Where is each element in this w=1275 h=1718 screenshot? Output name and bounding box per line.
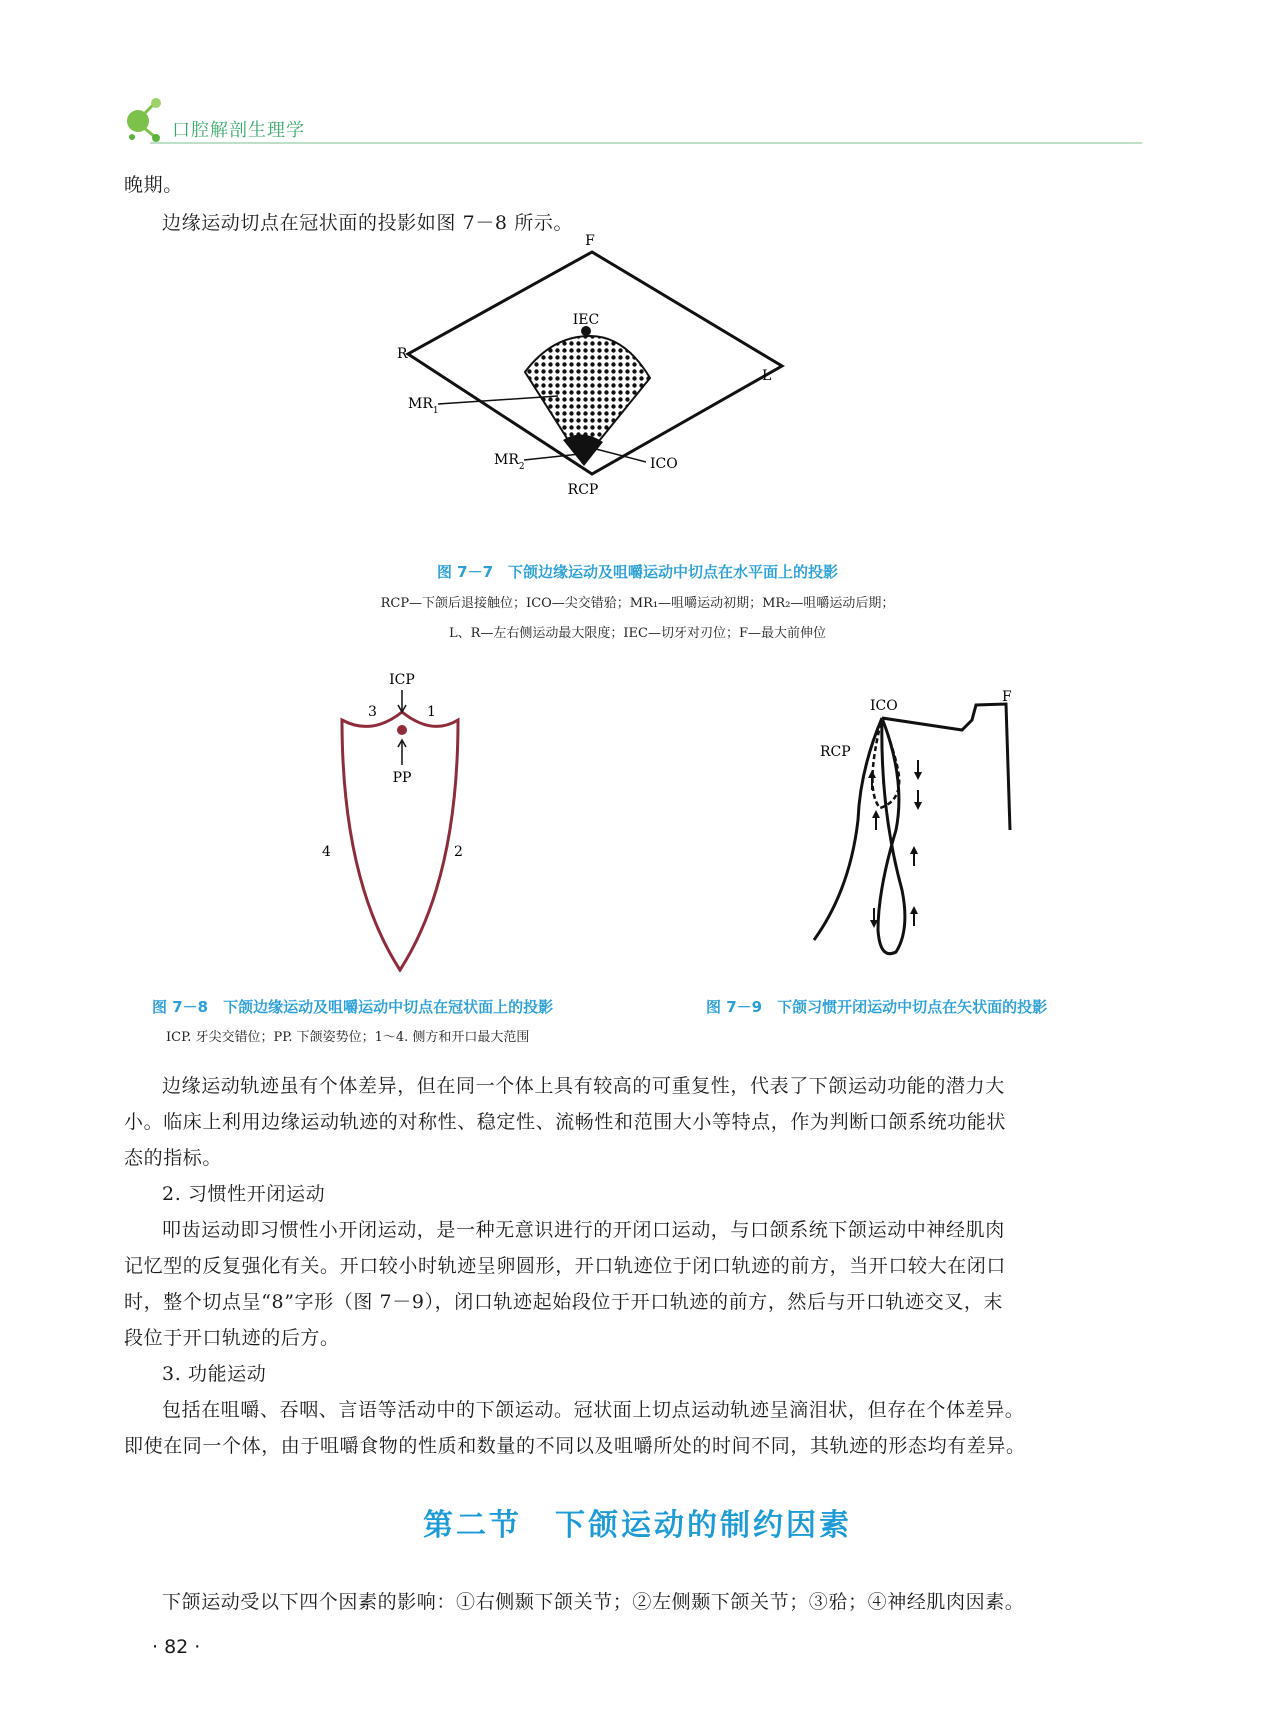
label-icp: ICP — [389, 672, 415, 688]
label-mr1: $MR_1$ — [408, 396, 439, 416]
header-divider — [150, 142, 1142, 144]
paragraph-line: 小。临床上利用边缘运动轨迹的对称性、稳定性、流畅性和范围大小等特点，作为判断口颌系统功能状 — [124, 1111, 1007, 1133]
figure-7-7-note: RCP—下颌后退接触位；ICO—尖交错𬌗；MR₁—咀嚼运动初期；MR₂—咀嚼运动后期； — [380, 596, 895, 611]
figure-7-8 — [320, 670, 490, 980]
section-title: 第二节 下颌运动的制约因素 — [423, 1508, 852, 1543]
fan-dark-base — [563, 434, 603, 466]
protrusion-path — [882, 704, 1010, 830]
paragraph-line: 包括在咀嚼、吞咽、言语等活动中的下颌运动。冠状面上切点运动轨迹呈滴泪状，但存在个体差异。 — [162, 1399, 1025, 1421]
figure-7-7-note: L、R—左右侧运动最大限度；IEC—切牙对刃位；F—最大前伸位 — [448, 626, 826, 641]
page-number: · 82 · — [152, 1636, 201, 1658]
label-f: F — [585, 233, 595, 249]
paragraph-line: 叩齿运动即习惯性小开闭运动，是一种无意识进行的开闭口运动，与口颌系统下颌运动中神经肌肉 — [162, 1219, 1005, 1241]
figure-7-7 — [397, 228, 870, 538]
paragraph-line: 记忆型的反复强化有关。开口较小时轨迹呈卵圆形，开口轨迹位于闭口轨迹的前方，当开口较大在闭口 — [124, 1255, 1007, 1277]
figure-7-9 — [810, 690, 1040, 980]
label-f: F — [1002, 689, 1012, 705]
figure-7-8-note: ICP. 牙尖交错位；PP. 下颌姿势位；1～4. 侧方和开口最大范围 — [166, 1030, 530, 1045]
label-r: R — [397, 346, 408, 362]
figure-eight-path — [878, 718, 905, 954]
paragraph-line: 边缘运动轨迹虽有个体差异，但在同一个体上具有较高的可重复性，代表了下颌运动功能的潜力大 — [162, 1075, 1005, 1097]
label-4: 4 — [322, 844, 331, 860]
book-title: 口腔解剖生理学 — [172, 120, 305, 141]
header-logo-icon — [124, 96, 168, 146]
label-l: L — [762, 368, 772, 384]
paragraph-line: 晚期。 — [124, 174, 183, 196]
figure-7-7-caption: 图 7－7 下颌边缘运动及咀嚼运动中切点在水平面上的投影 — [436, 563, 839, 581]
label-pp: PP — [392, 770, 412, 786]
label-1: 1 — [427, 704, 436, 720]
paragraph-line: 时，整个切点呈“8”字形（图 7－9），闭口轨迹起始段位于开口轨迹的前方，然后与开口轨迹交叉，末 — [124, 1291, 1004, 1313]
label-ico: ICO — [870, 698, 898, 714]
label-iec: IEC — [572, 312, 600, 328]
figure-7-9-caption: 图 7－9 下颌习惯开闭运动中切点在矢状面的投影 — [706, 998, 1048, 1016]
teardrop-boundary — [342, 712, 458, 970]
paragraph-line: 段位于开口轨迹的后方。 — [124, 1327, 340, 1349]
paragraph-line: 边缘运动切点在冠状面的投影如图 7－8 所示。 — [162, 212, 574, 234]
figure-7-8-caption: 图 7－8 下颌边缘运动及咀嚼运动中切点在冠状面上的投影 — [152, 998, 554, 1016]
pp-point — [397, 725, 407, 735]
label-3: 3 — [368, 704, 377, 720]
label-2: 2 — [454, 844, 463, 860]
paragraph-line: 下颌运动受以下四个因素的影响：①右侧颞下颌关节；②左侧颞下颌关节；③𬌗；④神经肌肉因素。 — [162, 1591, 1025, 1613]
label-mr2: $MR_2$ — [494, 452, 525, 472]
label-ico: ICO — [650, 456, 678, 472]
label-rcp: RCP — [567, 482, 599, 498]
label-rcp: RCP — [820, 744, 851, 760]
subheading: 2. 习惯性开闭运动 — [162, 1183, 326, 1205]
subheading: 3. 功能运动 — [162, 1363, 267, 1385]
paragraph-line: 即使在同一个体，由于咀嚼食物的性质和数量的不同以及咀嚼所处的时间不同，其轨迹的形态均有差异。 — [124, 1435, 1026, 1457]
paragraph-line: 态的指标。 — [124, 1147, 223, 1169]
